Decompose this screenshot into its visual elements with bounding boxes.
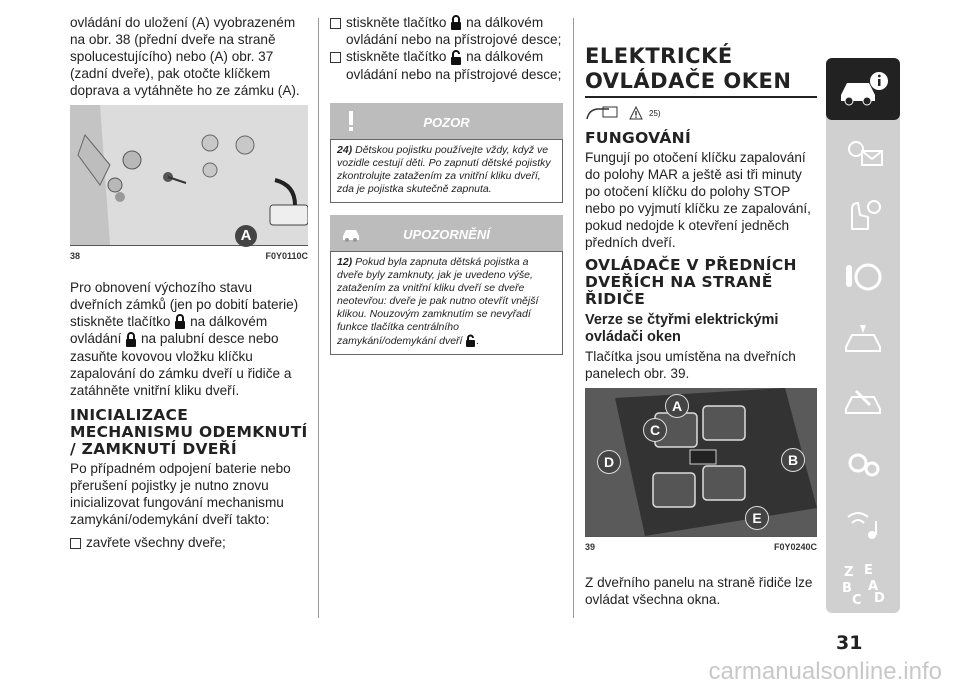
warning-text: Dětskou pojistku používejte vždy, když ve vozidle cestují děti. Po zapnutí dětské pojistky zkontrolujte zatažením za vnitřní kliku dveří, zda je pojistka skutečně zapnuta. <box>337 143 551 195</box>
chapter-title: ELEKTRICKÉ OVLÁDAČE OKEN <box>585 44 792 93</box>
symbols-row <box>585 102 817 124</box>
figure-caption <box>585 539 817 556</box>
bullet-square-icon <box>330 18 341 29</box>
paragraph: Tlačítka jsou umístěna na dveřních panelech obr. 39. <box>585 349 796 381</box>
column-3 <box>585 14 817 614</box>
bullet-square-icon <box>330 52 341 63</box>
tab-driving[interactable] <box>826 246 900 308</box>
column-2 <box>330 14 563 355</box>
satellite-music-icon <box>838 505 888 545</box>
figure-callout-a: A <box>235 225 257 247</box>
bullet-square-icon <box>70 538 81 549</box>
figure-code: F0Y0110C <box>265 251 308 261</box>
title-rule <box>585 96 817 98</box>
section-heading: OVLÁDAČE V PŘEDNÍCH DVEŘÍCH NA STRANĚ ŘIDIČE <box>585 256 797 308</box>
warning-title: POZOR <box>423 114 470 130</box>
warning-triangle-icon <box>629 106 643 120</box>
notice-title: UPOZORNĚNÍ <box>403 226 490 242</box>
tab-maintenance[interactable] <box>826 370 900 432</box>
alphabet-index-icon <box>838 560 888 606</box>
figure-callout-d: D <box>597 450 621 474</box>
column-divider <box>318 18 319 618</box>
lock-icon <box>125 332 137 348</box>
tab-warning-lights[interactable] <box>826 122 900 184</box>
figure-number: 38 <box>70 251 81 261</box>
figure-callout-a: A <box>665 394 689 418</box>
figure-caption <box>70 248 308 265</box>
watermark: carmanualsonline.info <box>708 658 942 685</box>
svg-text:C: C <box>852 593 862 606</box>
svg-text:D: D <box>874 591 885 606</box>
paragraph: Fungují po otočení klíčku zapalování do polohy MAR a ještě asi tři minuty po otočení klíčku do polohy STOP nebo po vyjmutí klíčku ze zapalování, pokud nedojde k otevření jedněch předních dveří. <box>585 150 811 250</box>
figure-38 <box>70 105 308 246</box>
paragraph: Z dveřního panelu na straně řidiče lze ovládat všechna okna. <box>585 575 813 607</box>
gears-icon <box>838 443 888 483</box>
sun-envelope-icon <box>838 133 888 173</box>
tab-vehicle-info[interactable] <box>826 58 900 120</box>
wrench-car-icon <box>838 381 888 421</box>
window-switch-icon <box>585 103 623 123</box>
unlock-icon <box>465 334 476 348</box>
figure-39 <box>585 388 817 537</box>
bullet-item: zavřete všechny dveře; <box>70 534 308 551</box>
door-lock-illustration <box>70 105 308 245</box>
figure-callout-b: B <box>781 448 805 472</box>
tab-multimedia[interactable] <box>826 494 900 556</box>
warning-body <box>330 139 563 203</box>
notice-header <box>330 215 563 251</box>
warning-number: 24) <box>337 143 353 156</box>
column-1 <box>70 14 308 551</box>
unlock-icon <box>450 50 462 66</box>
seat-airbag-icon <box>838 195 888 235</box>
svg-text:A: A <box>868 579 879 594</box>
column-divider <box>573 18 574 618</box>
tab-index[interactable] <box>826 552 900 614</box>
bullet-item: stiskněte tlačítko na dálkovém ovládání nebo na přístrojové desce; <box>330 14 563 48</box>
steering-wheel-icon <box>838 257 888 297</box>
car-info-icon <box>835 69 891 109</box>
svg-text:Z: Z <box>844 565 854 580</box>
tab-safety[interactable] <box>826 184 900 246</box>
lock-icon <box>450 15 462 31</box>
tab-technical-data[interactable] <box>826 432 900 494</box>
paragraph: ovládání do uložení (A) vyobrazeném na obr. 38 (přední dveře na straně spolucestujícího) nebo (A) obr. 37 (zadní dveře), pak otočte klíčkem doprava a vytáhněte ho ze zámku (A). <box>70 15 300 98</box>
svg-text:B: B <box>842 581 852 596</box>
figure-callout-e: E <box>745 506 769 530</box>
lock-icon <box>174 314 186 330</box>
warning-header <box>330 103 563 139</box>
figure-code: F0Y0240C <box>773 542 817 552</box>
page-number: 31 <box>836 632 863 654</box>
notice-body: 12) Pokud byla zapnuta dětská pojistka a dveře byly zamknuty, jak je uvedeno výše, zatažením za vnitřní kliku dveří se dveře neotevřou: dveře je pak nutno otevřít vnější klikou. Nouzovým zamknutím se nevyřadí funkce tlačítka centrálního zamykání/odemykání dveří . <box>330 251 563 355</box>
paragraph: Pro obnovení výchozího stavu dveřních zámků (jen po dobití baterie) stiskněte tlačítko na dálkovém ovládání na palubní desce nebo zasuňte kovovou vložku klíčku zapalování do zámku dveří u řidiče a zatáhněte vnitřní kliku dveří. <box>70 280 299 398</box>
notice-text: Pokud byla zapnuta dětská pojistka a dveře byly zamknuty, jak je uvedeno výše, zatažením za vnitřní kliku dveří se dveře neotevřou: dveře je pak nutno otevřít vnější klikou. Nouzovým zamknutím se nevyřadí funkce tlačítka centrálního zamykání/odemykání dveří <box>337 255 539 347</box>
svg-text:E: E <box>864 563 873 578</box>
tab-emergency[interactable] <box>826 308 900 370</box>
bullet-item: stiskněte tlačítko na dálkovém ovládání nebo na přístrojové desce; <box>330 48 563 82</box>
reference-number: 25) <box>649 108 661 118</box>
paragraph: Po případném odpojení baterie nebo přerušení pojistky je nutno znovu inicializovat fungování mechanismu zamykání/odemykání dveří takto: <box>70 460 291 527</box>
figure-callout-c: C <box>643 418 667 442</box>
sub-heading: Verze se čtyřmi elektrickými ovládači oken <box>585 312 779 345</box>
figure-number: 39 <box>585 542 596 552</box>
car-emergency-icon <box>838 319 888 359</box>
section-heading: INICIALIZACE MECHANISMU ODEMKNUTÍ / ZAMKNUTÍ DVEŘÍ <box>70 405 308 458</box>
notice-number: 12) <box>337 255 353 268</box>
section-heading: FUNGOVÁNÍ <box>585 129 692 147</box>
